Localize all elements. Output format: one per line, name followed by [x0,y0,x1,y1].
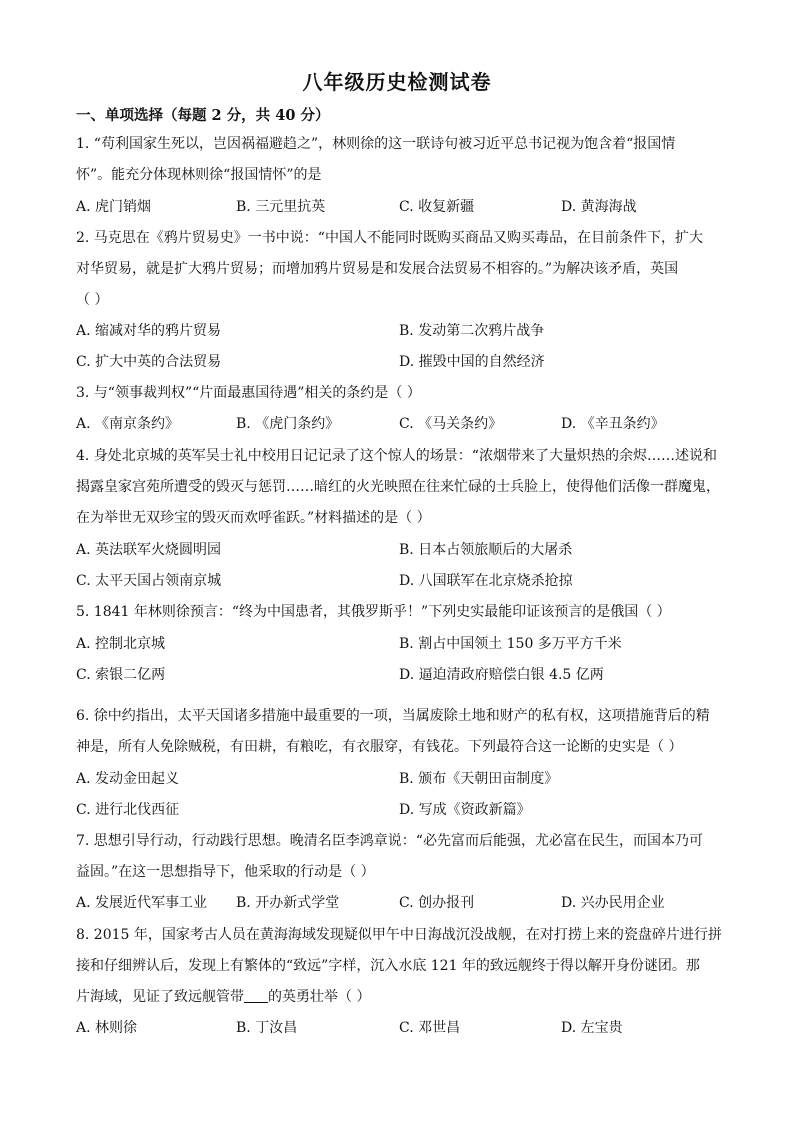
question-stem-line: 3. 与“领事裁判权”“片面最惠国待遇”相关的条约是（ ） [76,385,421,401]
question-3 [76,378,726,409]
question-1 [76,129,726,191]
answer-blank [244,988,268,1003]
question-5-options-row-1 [76,629,726,660]
option-c: C. 创办报刊 [399,895,475,911]
option-a: A. 虎门销烟 [76,199,152,215]
question-stem-text: 片海域，见证了致远舰管带 [76,989,244,1005]
option-b: B. 三元里抗英 [236,199,326,215]
question-stem-line: 在为举世无双珍宝的毁灭而欢呼雀跃。”材料描述的是（ ） [76,510,431,526]
option-d: D. 左宝贵 [561,1020,623,1036]
question-stem-line: 揭露皇家宫苑所遭受的毁灭与惩罚……暗红的火光映照在往来忙碌的士兵脸上，使得他们活像一群魔鬼， [76,479,720,495]
question-stem-line: 6. 徐中约指出，太平天国诸多措施中最重要的一项，当属废除土地和财产的私有权，这项措施背后的精 [76,708,710,724]
question-stem-line: 8. 2015 年，国家考古人员在黄海海域发现疑似甲午中日海战沉没战舰，在对打捞上来的瓷盘碎片进行拼 [76,927,722,943]
question-stem-line: 2. 马克思在《鸦片贸易史》一书中说：“中国人不能同时既购买商品又购买毒品，在目前条件下，扩大 [76,230,703,246]
option-a: A. 发展近代军事工业 [76,895,208,911]
option-a: A. 《南京条约》 [76,416,180,432]
question-2 [76,223,726,316]
option-d: D. 兴办民用企业 [561,895,665,911]
question-7-options [76,888,726,919]
question-7 [76,826,726,888]
option-c: C. 太平天国占领南京城 [76,573,222,589]
option-a: A. 林则徐 [76,1020,138,1036]
question-4-options-row-1 [76,535,726,566]
question-1-options [76,192,726,223]
option-c: C. 邓世昌 [399,1020,461,1036]
option-d: D. 逼迫清政府赔偿白银 4.5 亿两 [399,667,604,683]
option-d: D. 黄海海战 [561,199,637,215]
option-c: C. 《马关条约》 [399,416,503,432]
question-stem-line: 接和仔细辨认后，发现上有繁体的“致远”字样，沉入水底 121 年的致远舰终于得以解开身份谜团。那 [76,958,700,974]
question-6-options-row-1 [76,764,726,795]
question-stem-line: 对华贸易，就是扩大鸦片贸易；而增加鸦片贸易是和发展合法贸易不相容的。”为解决该矛盾，英国 [76,261,679,277]
question-stem-line: 1. “苟利国家生死以，岂因祸福避趋之”，林则徐的这一联诗句被习近平总书记视为饱含着“报国情 [76,136,676,152]
option-d: D. 写成《资政新篇》 [399,802,531,818]
option-c: C. 扩大中英的合法贸易 [76,354,222,370]
option-b: B. 丁汝昌 [236,1020,298,1036]
question-8-options [76,1013,726,1044]
question-stem-line: 7. 思想引导行动，行动践行思想。晚清名臣李鸿章说：“必先富而后能强，尤必富在民生，而国本乃可 [76,833,703,849]
option-c: C. 进行北伐西征 [76,802,180,818]
option-c: C. 索银二亿两 [76,667,166,683]
question-6 [76,701,726,763]
question-stem-line: 怀”。能充分体现林则徐“报国情怀”的是 [76,167,322,183]
option-a: A. 缩减对华的鸦片贸易 [76,323,222,339]
question-stem-line: 神是，所有人免除贼税，有田耕，有粮吃，有衣服穿，有钱花。下列最符合这一论断的史实是（ ） [76,739,683,755]
question-2-options-row-2 [76,347,726,378]
option-b: B. 开办新式学堂 [236,895,340,911]
question-5-options-row-2 [76,660,726,691]
option-c: C. 收复新疆 [399,199,475,215]
question-3-options [76,409,726,440]
option-b: B. 发动第二次鸦片战争 [399,323,545,339]
question-5 [76,597,726,628]
option-d: D. 摧毁中国的自然经济 [399,354,545,370]
question-8 [76,920,726,1013]
question-2-options-row-1 [76,316,726,347]
option-a: A. 控制北京城 [76,636,166,652]
question-stem-line: 益固。”在这一思想指导下，他采取的行动是（ ） [76,864,375,880]
question-4-options-row-2 [76,566,726,597]
question-4 [76,441,726,534]
option-b: B. 颁布《天朝田亩制度》 [399,771,559,787]
question-stem-line [76,982,726,1013]
option-a: A. 英法联军火烧圆明园 [76,542,222,558]
question-stem-line: 4. 身处北京城的英军吴士礼中校用日记记录了这个惊人的场景：“浓烟带来了大量炽热的余烬……述说和 [76,448,717,464]
option-a: A. 发动金田起义 [76,771,180,787]
option-d: D. 《辛丑条约》 [561,416,665,432]
option-b: B. 割占中国领土 150 多万平方千米 [399,636,622,652]
option-d: D. 八国联军在北京烧杀抢掠 [399,573,573,589]
option-b: B. 《虎门条约》 [236,416,340,432]
question-stem-line: 5. 1841 年林则徐预言：“终为中国患者，其俄罗斯乎！”下列史实最能印证该预言的是俄国（ ） [76,604,671,620]
question-stem-line: （ ） [76,292,109,308]
page-title: 八年级历史检测试卷 [302,70,492,94]
section-heading: 一、单项选择（每题 2 分，共 40 分） [76,107,330,124]
question-6-options-row-2 [76,795,726,826]
option-b: B. 日本占领旅顺后的大屠杀 [399,542,573,558]
question-stem-text: 的英勇壮举（ ） [268,989,371,1005]
